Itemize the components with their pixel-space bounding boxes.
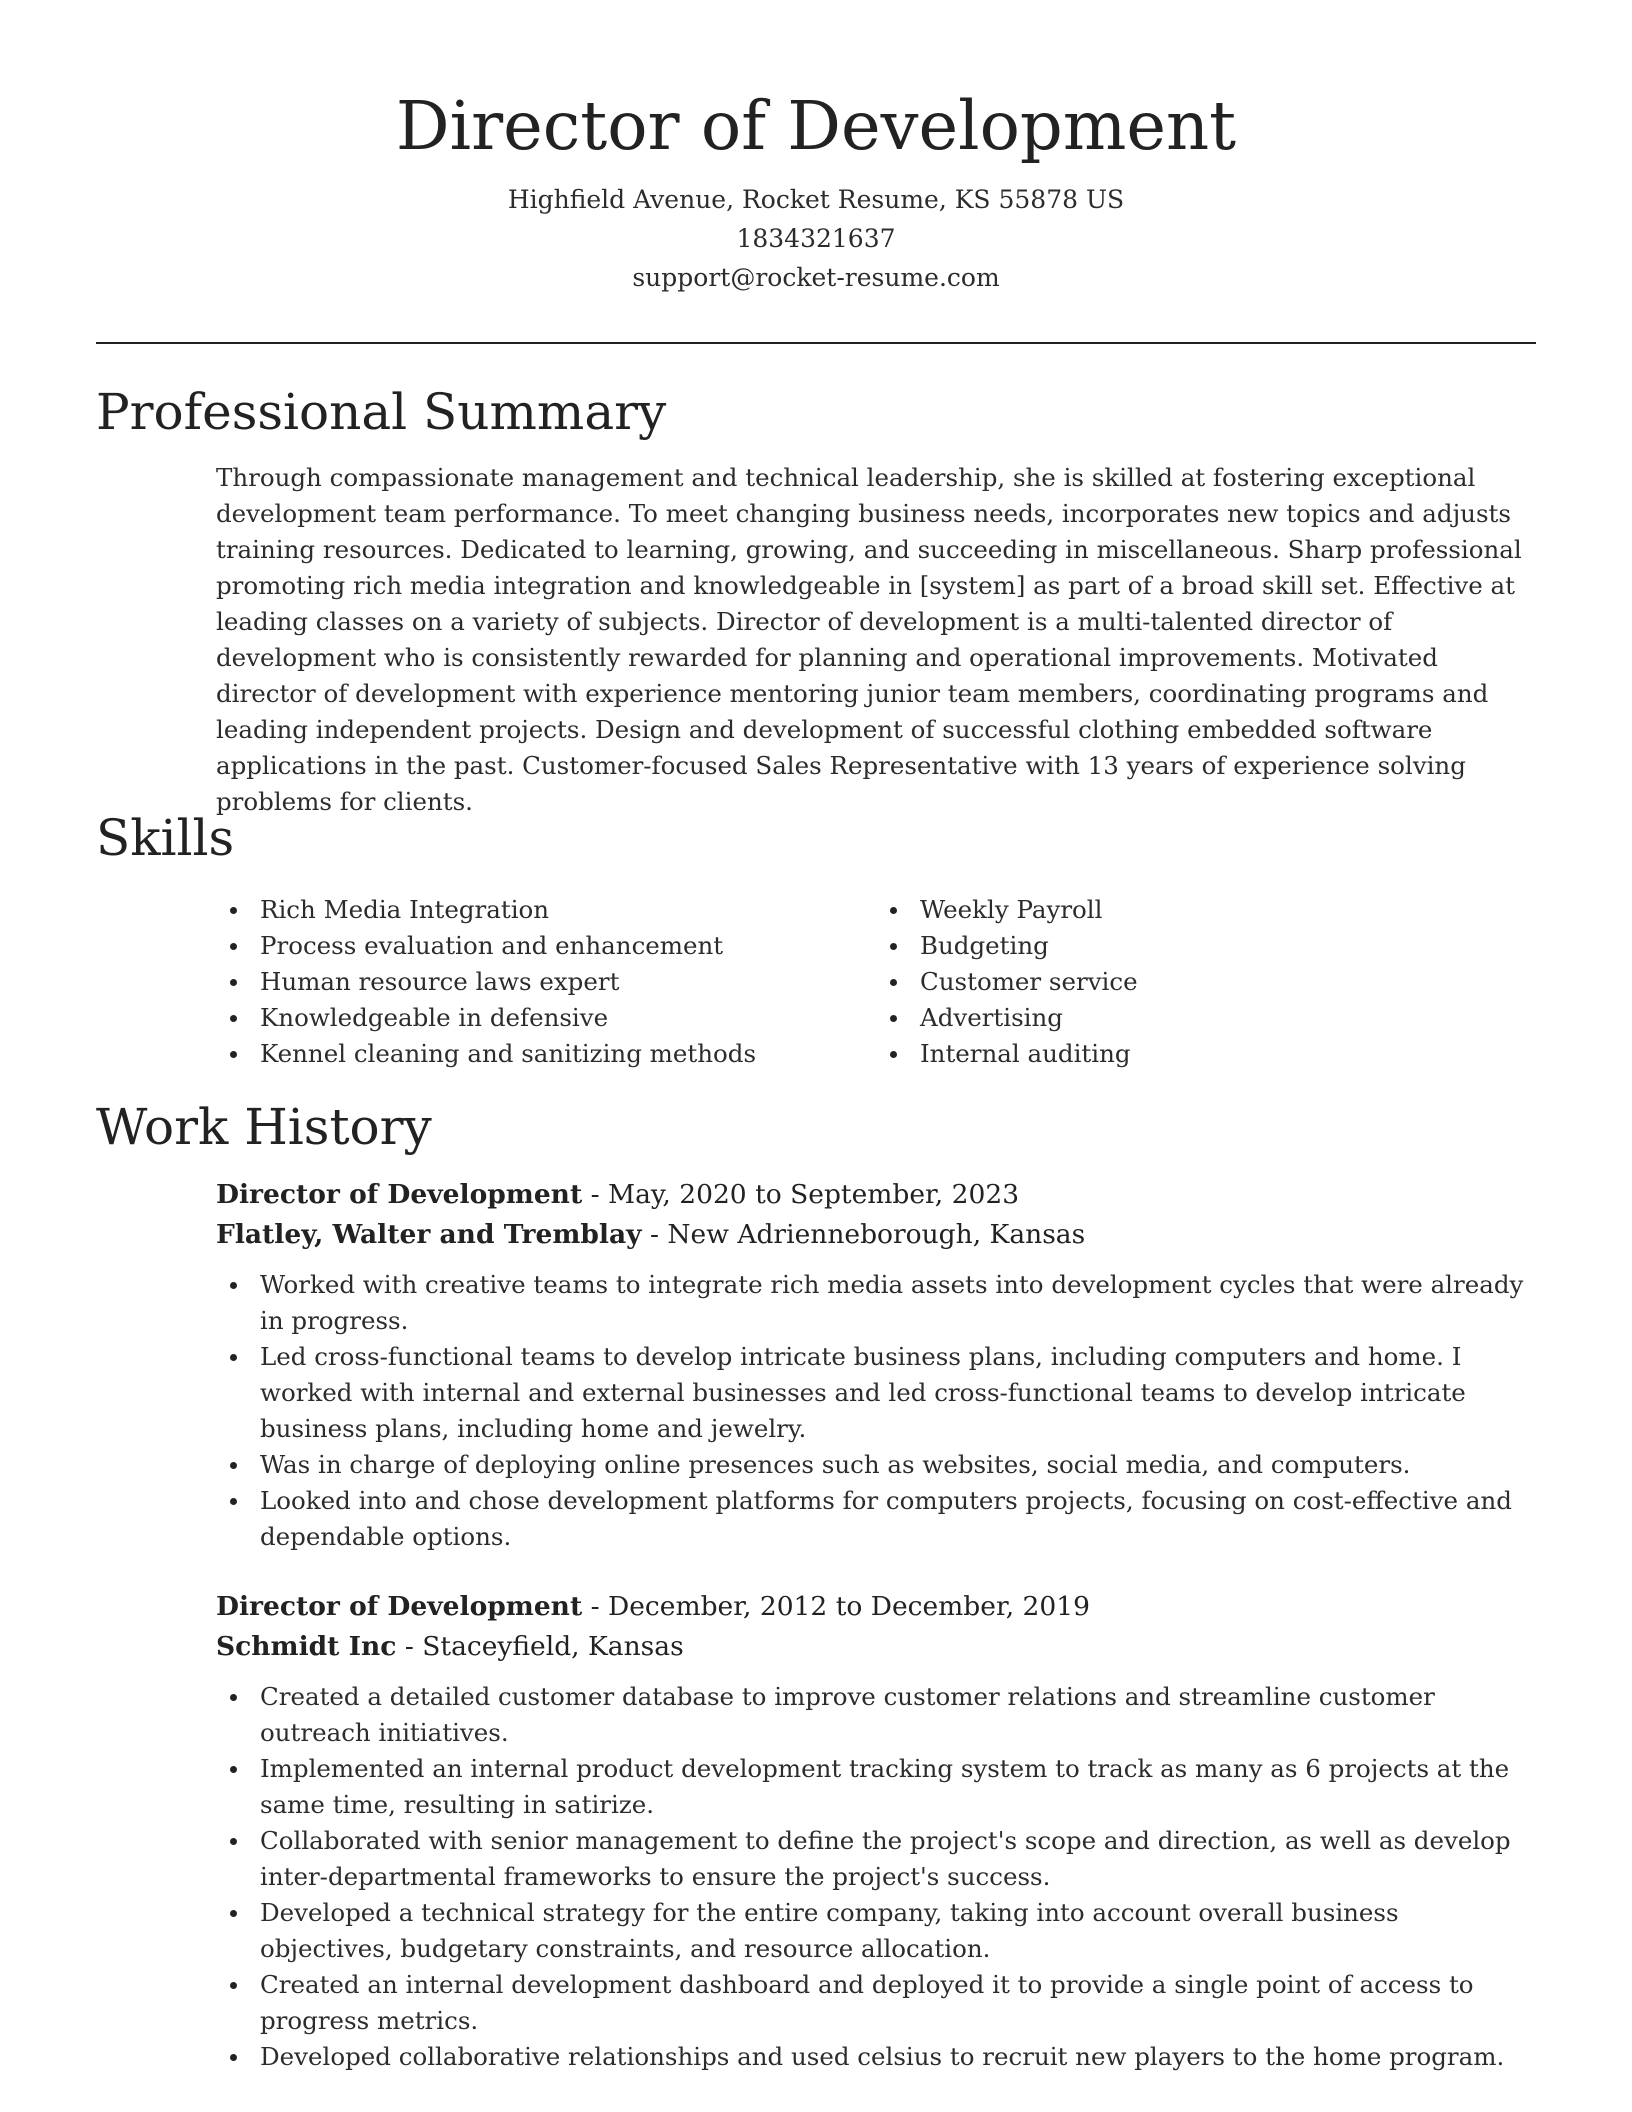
job-entry	[216, 1175, 1536, 1555]
duty-item: Developed a technical strategy for the entire company, taking into account overall business objectives, budgetary constraints, and resource allocation.	[260, 1895, 1536, 1967]
email: support@rocket-resume.com	[632, 263, 1000, 292]
duty-item: Was in charge of deploying online presences such as websites, social media, and computers.	[260, 1447, 1536, 1483]
duty-item: Created a detailed customer database to improve customer relations and streamline customer outreach initiatives.	[260, 1679, 1536, 1751]
job-location: New Adrienneborough, Kansas	[667, 1219, 1086, 1250]
job-location: Staceyfield, Kansas	[422, 1631, 684, 1662]
duty-item: Created an internal development dashboard and deployed it to provide a single point of access to progress metrics.	[260, 1967, 1536, 2039]
job-dates: May, 2020 to September, 2023	[608, 1179, 1020, 1210]
duty-item: Worked with creative teams to integrate rich media assets into development cycles that were already in progress.	[260, 1267, 1536, 1339]
skill-item: Budgeting	[920, 928, 1536, 964]
skill-item: Kennel cleaning and sanitizing methods	[260, 1036, 876, 1072]
job-company-line	[216, 1215, 1536, 1255]
resume-header	[96, 86, 1536, 297]
skill-item: Customer service	[920, 964, 1536, 1000]
job-role: Director of Development	[216, 1591, 583, 1622]
skill-item: Weekly Payroll	[920, 892, 1536, 928]
work-heading: Work History	[96, 1098, 432, 1156]
address: Highfield Avenue, Rocket Resume, KS 55878 US	[507, 185, 1125, 214]
job-role: Director of Development	[216, 1179, 583, 1210]
job-company: Flatley, Walter and Tremblay	[216, 1219, 642, 1250]
job-dates: December, 2012 to December, 2019	[608, 1591, 1090, 1622]
contact-block	[96, 180, 1536, 297]
duty-item: Implemented an internal product development tracking system to track as many as 6 projects at the same time, resulting in satirize.	[260, 1751, 1536, 1823]
job-title-line	[216, 1587, 1536, 1627]
skills-list-right	[876, 892, 1536, 1072]
job-duties	[216, 1267, 1536, 1555]
job-company-line	[216, 1627, 1536, 1667]
separator: -	[396, 1631, 423, 1662]
separator: -	[582, 1179, 608, 1210]
skill-item: Advertising	[920, 1000, 1536, 1036]
summary-text: Through compassionate management and technical leadership, she is skilled at fostering exceptional development team performance. To meet changing business needs, incorporates new topics and adjusts training resources. Dedicated to learning, growing, and succeeding in miscellaneous. Sharp professional promoting rich media integration and knowledgeable in [system] as part of a broad skill set. Effective at leading classes on a variety of subjects. Director of development is a multi-talented director of development who is consistently rewarded for planning and operational improvements. Motivated director of development with experience mentoring junior team members, coordinating programs and leading independent projects. Design and development of successful clothing embedded software applications in the past. Customer-focused Sales Representative with 13 years of experience solving problems for clients.	[216, 463, 1522, 816]
phone: 1834321637	[736, 224, 896, 253]
skills-heading: Skills	[96, 809, 235, 867]
job-entry	[216, 1587, 1536, 2075]
summary-section	[216, 460, 1536, 820]
skill-item: Internal auditing	[920, 1036, 1536, 1072]
skill-item: Knowledgeable in defensive	[260, 1000, 876, 1036]
separator: -	[641, 1219, 668, 1250]
separator: -	[582, 1591, 608, 1622]
skills-section	[216, 892, 1536, 1072]
skill-item: Human resource laws expert	[260, 964, 876, 1000]
job-company: Schmidt Inc	[216, 1631, 397, 1662]
candidate-name: Director of Development	[395, 87, 1237, 165]
duty-item: Looked into and chose development platforms for computers projects, focusing on cost-effective and dependable options.	[260, 1483, 1536, 1555]
skill-item: Process evaluation and enhancement	[260, 928, 876, 964]
duty-item: Collaborated with senior management to define the project's scope and direction, as well as develop inter-departmental frameworks to ensure the project's success.	[260, 1823, 1536, 1895]
summary-heading: Professional Summary	[96, 383, 667, 441]
duty-item: Developed collaborative relationships and used celsius to recruit new players to the home program.	[260, 2039, 1536, 2075]
job-title-line	[216, 1175, 1536, 1215]
header-divider	[96, 342, 1536, 344]
job-duties	[216, 1679, 1536, 2075]
skills-list-left	[216, 892, 876, 1072]
duty-item: Led cross-functional teams to develop intricate business plans, including computers and home. I worked with internal and external businesses and led cross-functional teams to develop intricate business plans, including home and jewelry.	[260, 1339, 1536, 1447]
skill-item: Rich Media Integration	[260, 892, 876, 928]
